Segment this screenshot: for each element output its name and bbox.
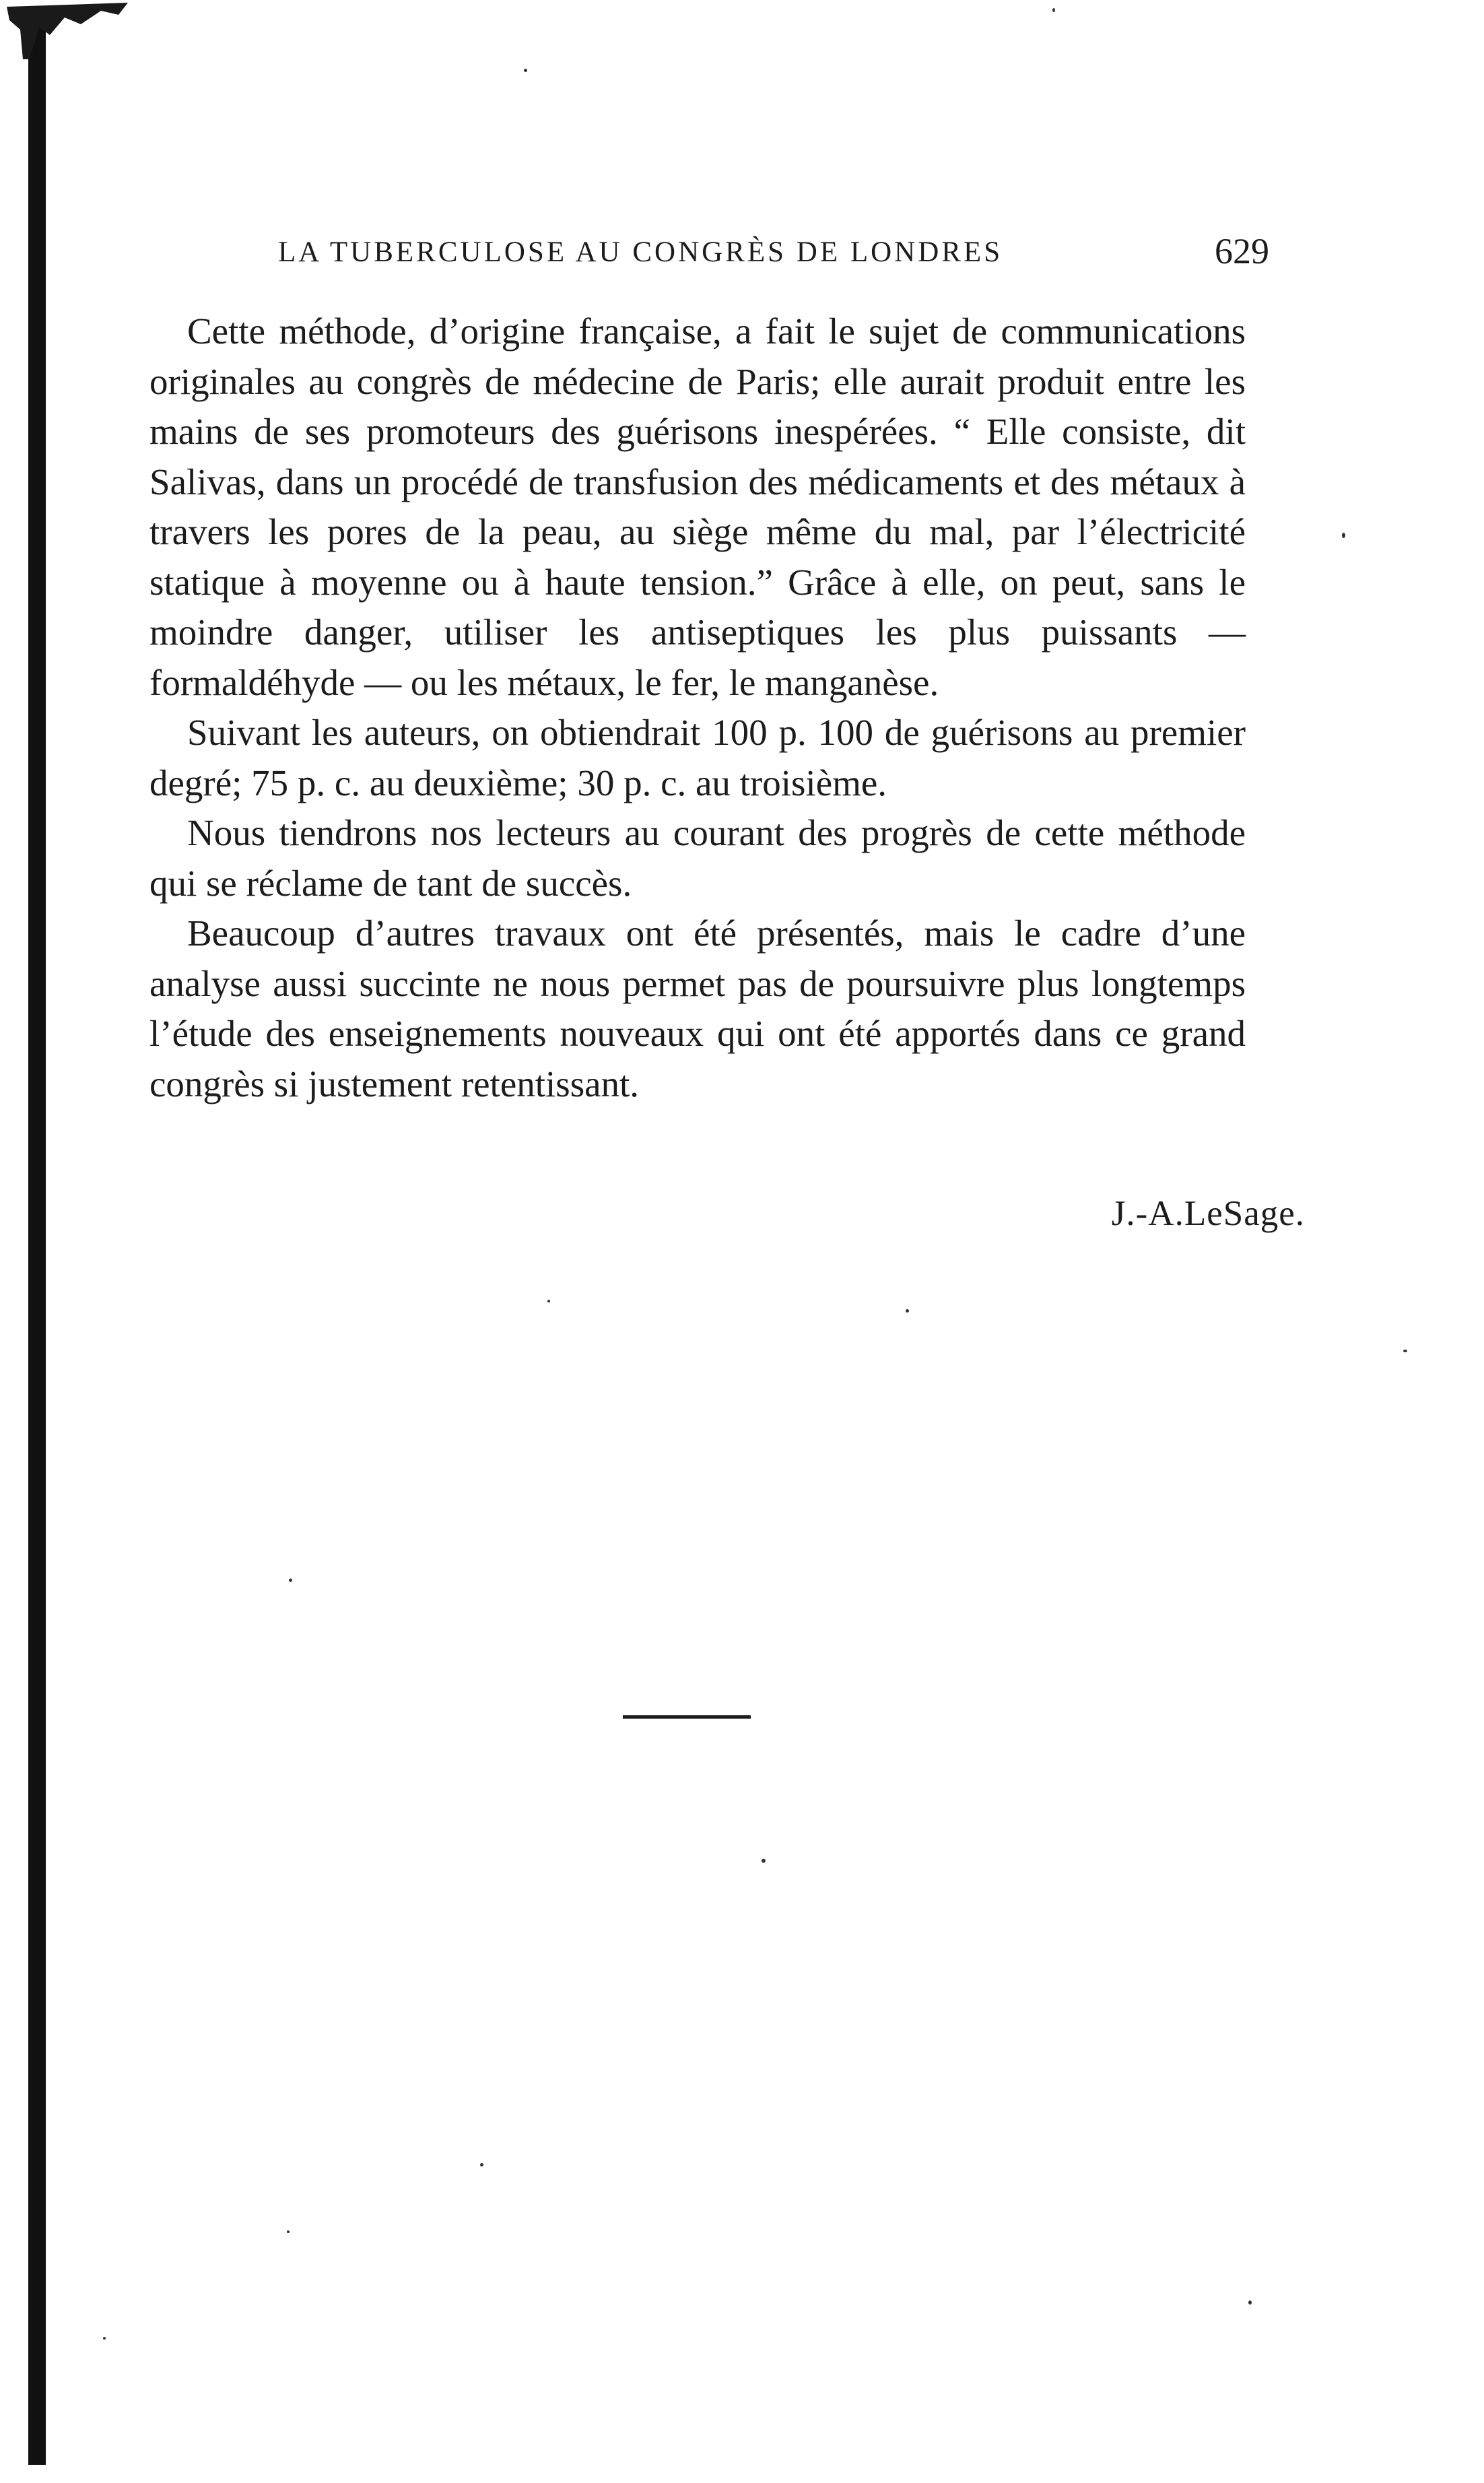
paragraph: Nous tiendrons nos lecteurs au courant des progrès de cette méthode qui se réclame de tant de succès. bbox=[149, 812, 1246, 904]
scan-speck bbox=[289, 1579, 292, 1582]
scan-binding-edge bbox=[28, 27, 46, 2465]
scan-speck bbox=[480, 2163, 483, 2166]
paragraph: Suivant les auteurs, on obtiendrait 100 p. 100 de guérisons au premier degré; 75 p. c. au deuxième; 30 p. c. au troisième. bbox=[149, 712, 1246, 803]
paragraph: Cette méthode, d’origine française, a fait le sujet de communications originales au congrès de médecine de Paris; elle aurait produit entre les mains de ses promoteurs des guérisons inespérées. “ Elle consiste, dit Salivas, dans un procédé de transfusion des médicaments et des métaux à travers les pores de la peau, au siège même du mal, par l’électricité statique à moyenne ou à haute tension.” Grâce à elle, on peut, sans le moindre danger, utiliser les antiseptiques les plus puissants — formaldéhyde — ou les métaux, le fer, le manganèse. bbox=[149, 310, 1246, 703]
scan-speck bbox=[1403, 1350, 1407, 1352]
running-title: LA TUBERCULOSE AU CONGRÈS DE LONDRES bbox=[278, 236, 1003, 268]
paragraph: Beaucoup d’autres travaux ont été présentés, mais le cadre d’une analyse aussi succinte ne nous permet pas de poursuivre plus longtemps l’étude des enseignements nouveaux qui ont été apportés dans ce grand congrès si justement retentissant. bbox=[149, 913, 1246, 1104]
scan-speck bbox=[287, 2230, 290, 2233]
scan-speck bbox=[906, 1309, 909, 1313]
scan-speck bbox=[1248, 2300, 1252, 2305]
article-body bbox=[149, 306, 1246, 1109]
running-header bbox=[278, 230, 1269, 273]
scan-speck bbox=[1342, 533, 1345, 538]
scan-speck bbox=[762, 1859, 766, 1863]
scan-speck bbox=[103, 2337, 106, 2340]
scan-speck bbox=[524, 69, 527, 72]
scan-speck bbox=[1052, 8, 1055, 12]
page-number: 629 bbox=[1215, 231, 1269, 271]
scan-speck bbox=[547, 1300, 550, 1302]
author-signature: J.-A.LeSage. bbox=[1111, 1194, 1305, 1233]
end-divider bbox=[623, 1715, 751, 1719]
scan-ink-blot bbox=[0, 0, 135, 61]
